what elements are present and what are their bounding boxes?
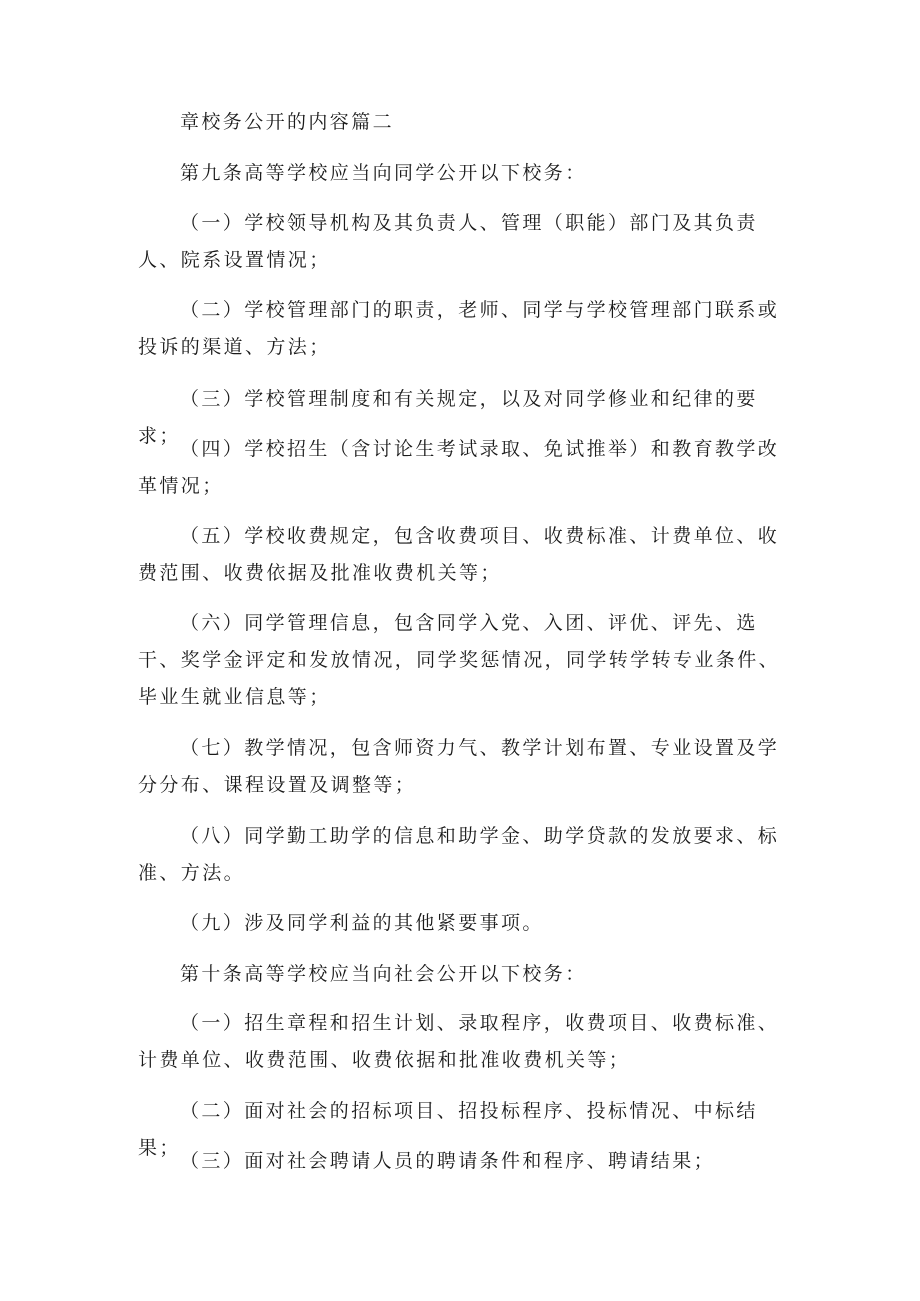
public-item-1: （一）招生章程和招生计划、录取程序，收费项目、收费标准、计费单位、收费范围、收费依据和批准收费机关等； (138, 1012, 780, 1071)
student-item-1: （一）学校领导机构及其负责人、管理（职能）部门及其负责人、院系设置情况； (138, 212, 758, 271)
article-ten-intro: 第十条高等学校应当向社会公开以下校务： (180, 963, 587, 985)
student-item-3: （三）学校管理制度和有关规定，以及对同学修业和纪律的要求； (138, 388, 758, 447)
article-nine-intro: 第九条高等学校应当向同学公开以下校务： (180, 162, 587, 184)
public-item-3: （三）面对社会聘请人员的聘请条件和程序、聘请结果； (180, 1150, 716, 1172)
student-item-8: （八）同学勤工助学的信息和助学金、助学贷款的发放要求、标准、方法。 (138, 825, 780, 884)
student-item-4: （四）学校招生（含讨论生考试录取、免试推举）和教育教学改革情况； (138, 438, 780, 497)
document-heading: 章校务公开的内容篇二 (180, 111, 395, 133)
student-item-5: （五）学校收费规定，包含收费项目、收费标准、计费单位、收费范围、收费依据及批准收费机关等； (138, 525, 780, 584)
student-item-2: （二）学校管理部门的职责，老师、同学与学校管理部门联系或投诉的渠道、方法； (138, 299, 780, 358)
student-item-6: （六）同学管理信息，包含同学入党、入团、评优、评先、选干、奖学金评定和发放情况，同学奖惩情况，同学转学转专业条件、毕业生就业信息等； (138, 612, 781, 708)
student-item-7: （七）教学情况，包含师资力气、教学计划布置、专业设置及学分分布、课程设置及调整等； (138, 737, 780, 796)
public-item-2: （二）面对社会的招标项目、招投标程序、投标情况、中标结果； (138, 1100, 758, 1159)
student-item-9: （九）涉及同学利益的其他紧要事项。 (180, 912, 544, 934)
